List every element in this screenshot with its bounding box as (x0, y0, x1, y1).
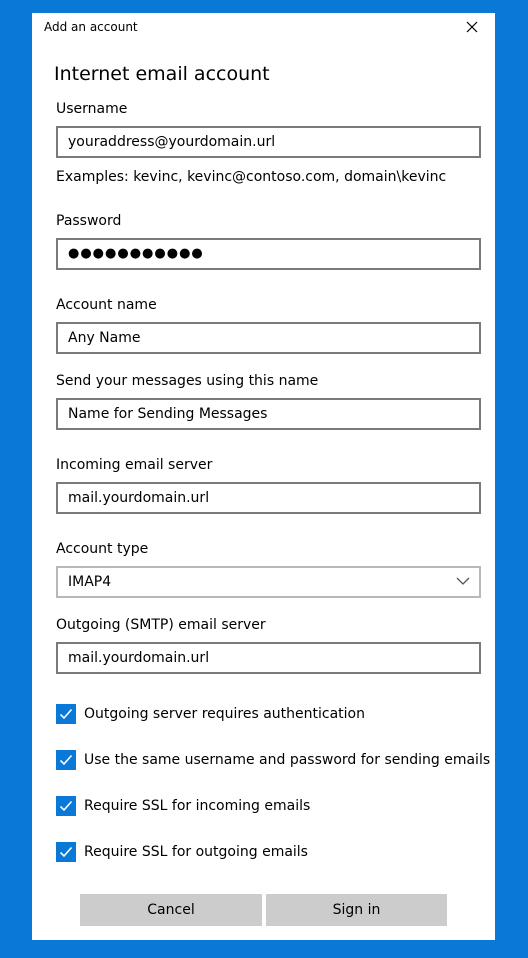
checkbox-checked[interactable] (56, 750, 76, 770)
close-button[interactable] (458, 15, 486, 39)
window-title: Add an account (44, 20, 138, 34)
sign-in-button[interactable]: Sign in (266, 894, 447, 926)
checkbox-checked[interactable] (56, 704, 76, 724)
option-label: Require SSL for incoming emails (84, 798, 311, 814)
checkmark-icon (59, 800, 73, 812)
option-ssl-outgoing[interactable] (56, 841, 308, 863)
username-input[interactable]: youraddress@yourdomain.url (56, 126, 481, 158)
account-type-select[interactable] (56, 566, 481, 598)
option-label: Outgoing server requires authentication (84, 706, 365, 722)
outgoing-server-label: Outgoing (SMTP) email server (56, 617, 266, 633)
checkmark-icon (59, 754, 73, 766)
sender-name-label: Send your messages using this name (56, 373, 319, 389)
cancel-button[interactable]: Cancel (80, 894, 262, 926)
checkmark-icon (59, 708, 73, 720)
username-hint: Examples: kevinc, kevinc@contoso.com, domain\kevinc (56, 169, 447, 185)
password-label: Password (56, 213, 122, 229)
sender-name-input[interactable]: Name for Sending Messages (56, 398, 481, 430)
checkmark-icon (59, 846, 73, 858)
checkbox-checked[interactable] (56, 842, 76, 862)
checkbox-checked[interactable] (56, 796, 76, 816)
close-icon (466, 21, 478, 33)
outgoing-server-input[interactable]: mail.yourdomain.url (56, 642, 481, 674)
add-account-dialog (32, 13, 495, 940)
account-type-label: Account type (56, 541, 149, 557)
incoming-server-input[interactable]: mail.yourdomain.url (56, 482, 481, 514)
option-same-credentials[interactable] (56, 749, 490, 771)
password-input[interactable]: ●●●●●●●●●●● (56, 238, 481, 270)
username-label: Username (56, 101, 128, 117)
account-name-input[interactable]: Any Name (56, 322, 481, 354)
option-label: Use the same username and password for sending emails (84, 752, 491, 768)
option-outgoing-auth[interactable] (56, 703, 365, 725)
option-ssl-incoming[interactable] (56, 795, 310, 817)
account-name-label: Account name (56, 297, 157, 313)
incoming-server-label: Incoming email server (56, 457, 213, 473)
option-label: Require SSL for outgoing emails (84, 844, 308, 860)
chevron-down-icon (456, 577, 470, 586)
page-title: Internet email account (54, 63, 270, 85)
account-type-value: IMAP4 (68, 574, 112, 590)
